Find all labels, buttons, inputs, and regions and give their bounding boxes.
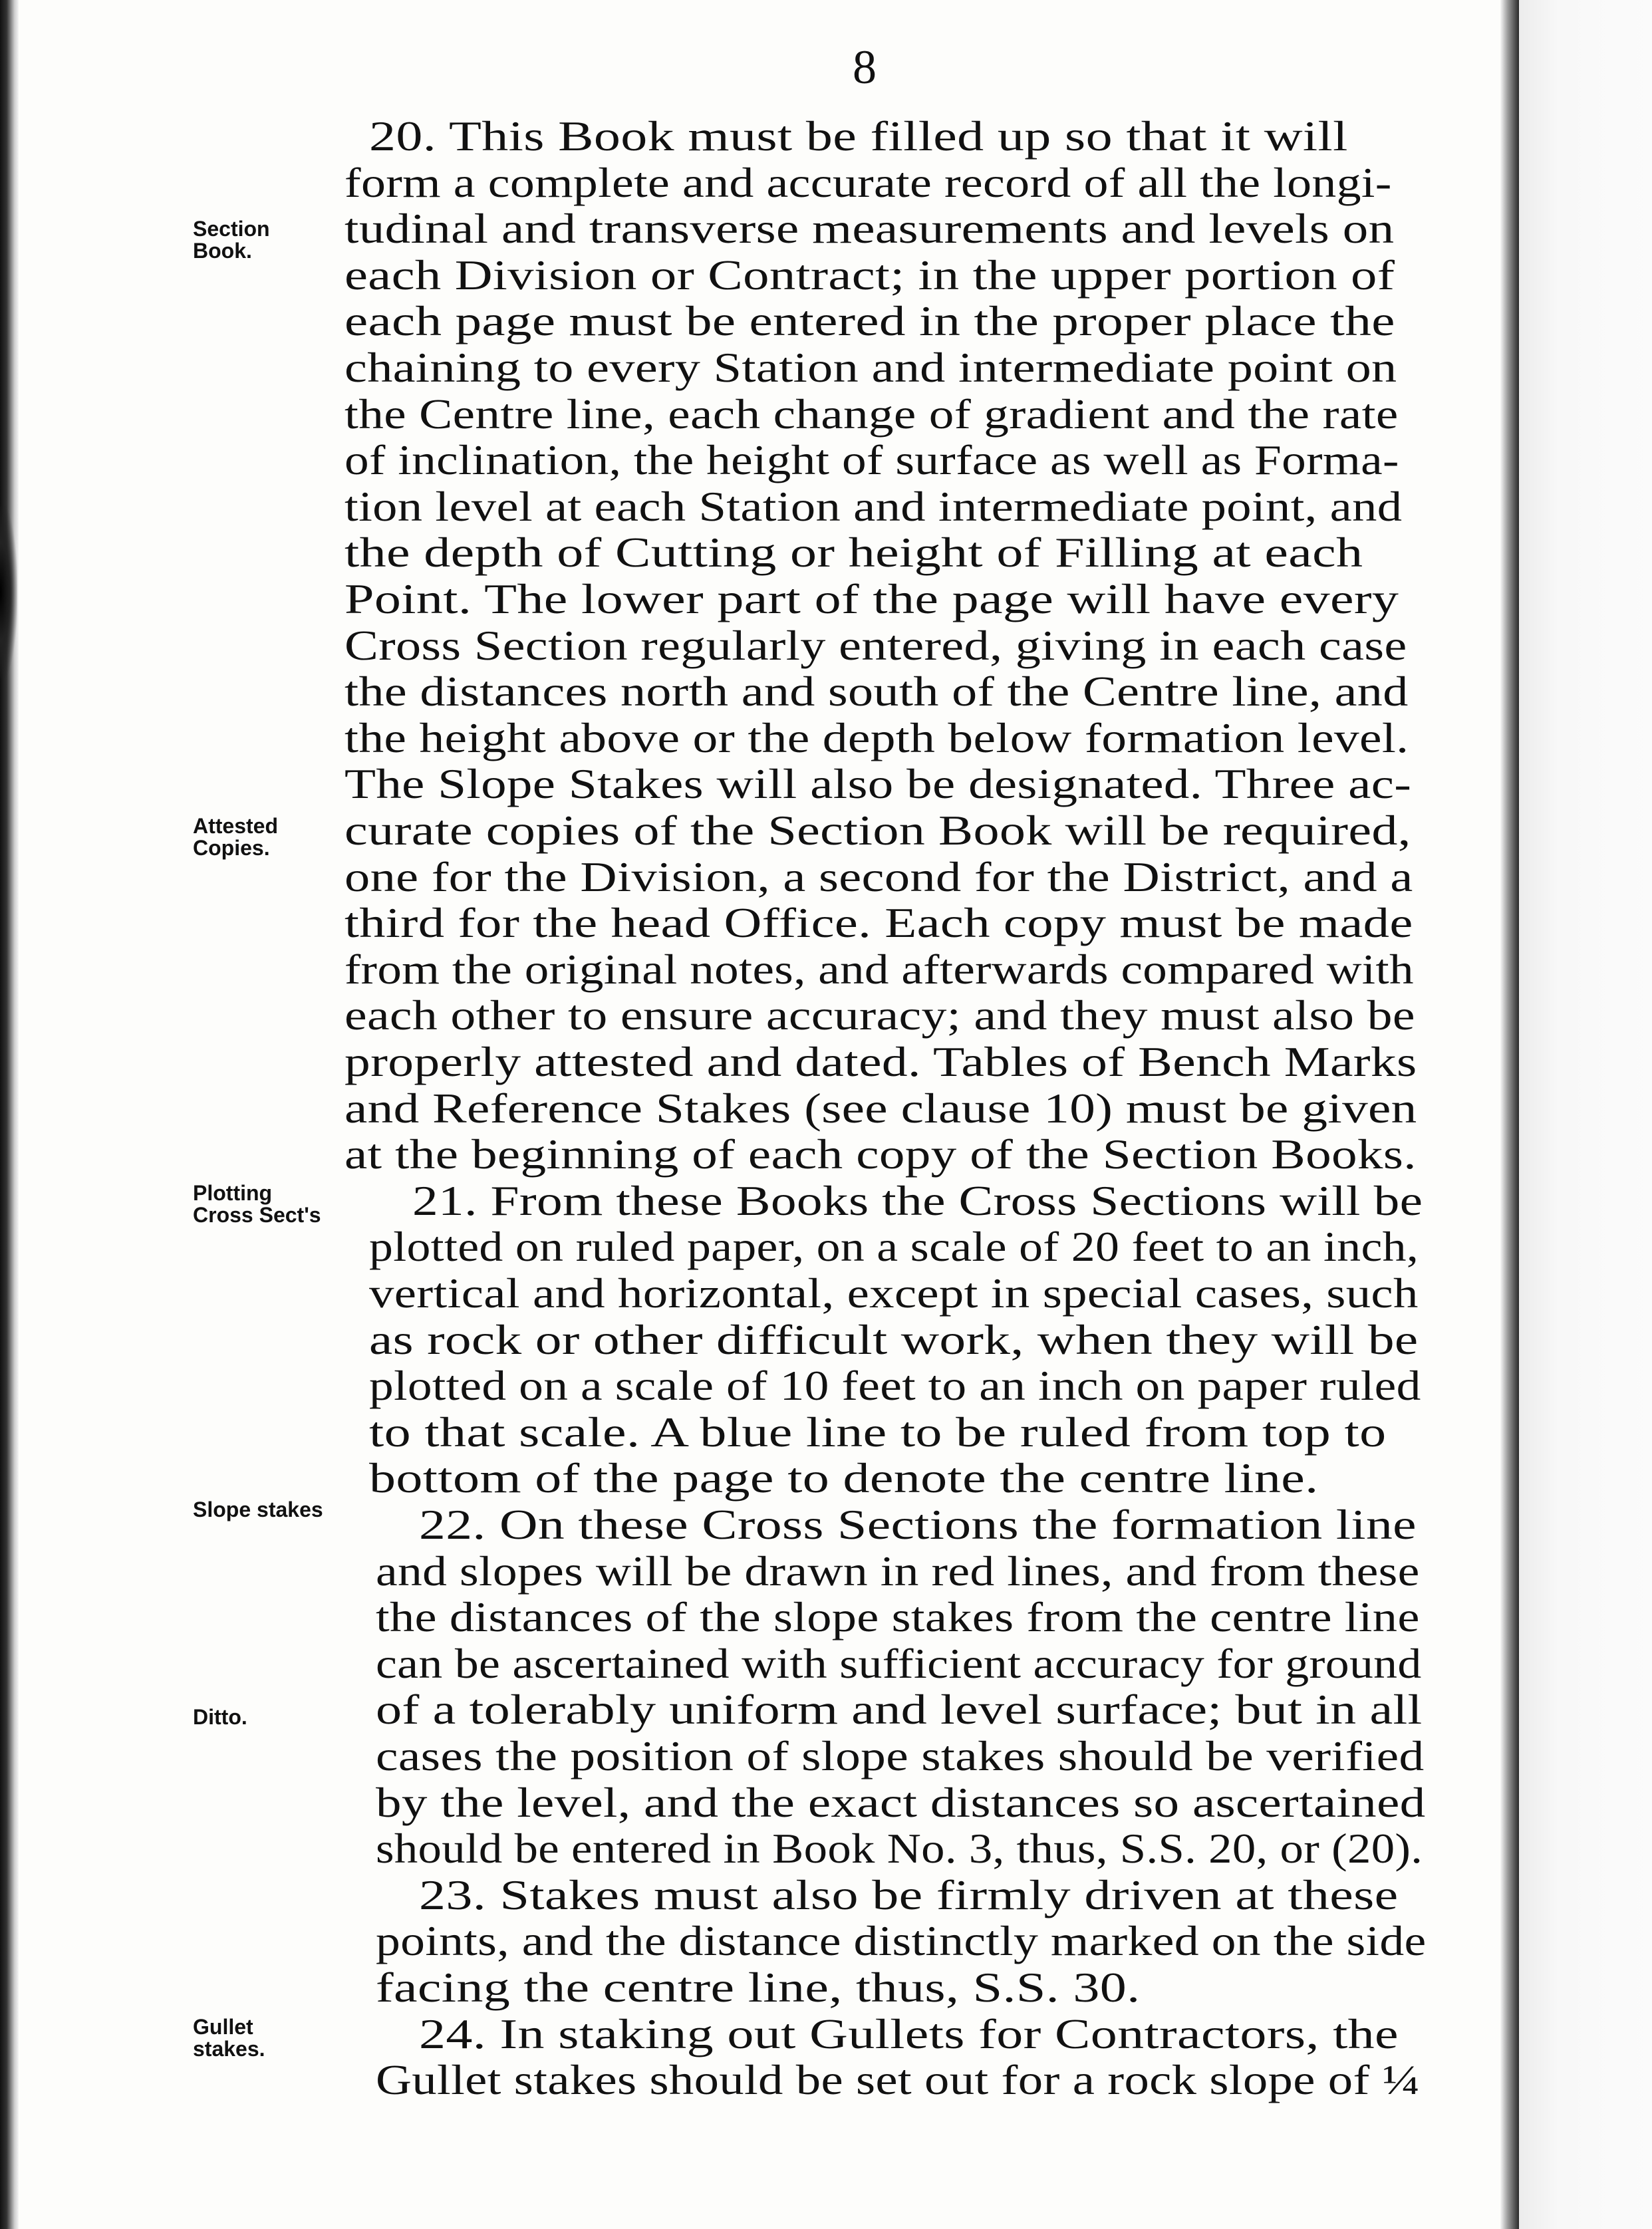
text-line: of a tolerably uniform and level surface; but in all — [376, 1686, 1423, 1734]
text-line: Gullet stakes should be set out for a rock slope of ¼ — [376, 2056, 1421, 2104]
text-line: properly attested and dated. Tables of Bench Marks — [344, 1038, 1417, 1085]
margin-note — [193, 2016, 359, 2060]
text-line: Cross Section regularly entered, giving in each case — [344, 621, 1407, 669]
page-number: 8 — [853, 41, 877, 94]
left-edge-smudge — [0, 505, 17, 678]
text-line: plotted on a scale of 10 feet to an inch on paper ruled — [369, 1362, 1421, 1410]
margin-note-line: Slope stakes — [193, 1498, 323, 1521]
text-line: each page must be entered in the proper place the — [344, 297, 1395, 345]
text-line: the Centre line, each change of gradient and the rate — [344, 390, 1399, 438]
text-line: bottom of the page to denote the centre line. — [369, 1454, 1319, 1502]
text-line: 22. On these Cross Sections the formation line — [419, 1501, 1417, 1548]
margin-note-line: Section — [193, 217, 270, 241]
text-line: 24. In staking out Gullets for Contractors, the — [419, 2010, 1399, 2057]
margin-note — [193, 218, 359, 262]
text-line: 23. Stakes must also be firmly driven at these — [419, 1871, 1399, 1918]
text-line: from the original notes, and afterwards compared with — [344, 945, 1414, 993]
margin-note — [193, 815, 359, 859]
text-line: as rock or other difficult work, when they will be — [369, 1315, 1419, 1363]
text-line: tudinal and transverse measurements and levels on — [344, 205, 1395, 253]
text-line: can be ascertained with sufficient accuracy for ground — [376, 1639, 1422, 1687]
text-line: one for the Division, a second for the District, and a — [344, 852, 1413, 900]
margin-note-line: Cross Sect's — [193, 1203, 321, 1227]
margin-note-line: Gullet — [193, 2015, 253, 2039]
text-line: the distances north and south of the Centre line, and — [344, 668, 1409, 716]
text-line: and slopes will be drawn in red lines, and from these — [376, 1547, 1420, 1595]
margin-note-line: stakes. — [193, 2037, 265, 2061]
text-line: at the beginning of each copy of the Section Books. — [344, 1130, 1417, 1178]
text-line: the distances of the slope stakes from the centre line — [376, 1593, 1420, 1641]
text-line: tion level at each Station and intermediate point, and — [344, 482, 1403, 530]
text-line: third for the head Office. Each copy must be made — [344, 899, 1413, 947]
text-line: the depth of Cutting or height of Filling at each — [344, 529, 1363, 577]
text-line: points, and the distance distinctly marked on the side — [376, 1917, 1427, 1965]
text-line: facing the centre line, thus, S.S. 30. — [376, 1964, 1141, 2011]
text-line: Point. The lower part of the page will have every — [344, 575, 1399, 622]
text-line: 20. This Book must be filled up so that it will — [369, 112, 1348, 160]
text-line: The Slope Stakes will also be designated. Three ac- — [344, 760, 1412, 808]
margin-note-line: Copies. — [193, 836, 270, 860]
text-line: to that scale. A blue line to be ruled from top to — [369, 1408, 1387, 1456]
text-line: by the level, and the exact distances so ascertained — [376, 1778, 1426, 1826]
margin-note — [193, 1499, 359, 1521]
text-line: plotted on ruled paper, on a scale of 20 feet to an inch, — [369, 1223, 1419, 1271]
text-line: and Reference Stakes (see clause 10) must be given — [344, 1084, 1417, 1132]
margin-note — [193, 1706, 359, 1728]
text-line: of inclination, the height of surface as well as Forma- — [344, 436, 1399, 484]
margin-note-line: Book. — [193, 239, 252, 263]
text-line: curate copies of the Section Book will be required, — [344, 807, 1411, 854]
text-line: chaining to every Station and intermediate point on — [344, 344, 1397, 391]
text-line: form a complete and accurate record of all the longi- — [344, 158, 1392, 206]
margin-note — [193, 1182, 359, 1226]
text-line: each other to ensure accuracy; and they must also be — [344, 991, 1415, 1039]
text-line: 21. From these Books the Cross Sections will be — [412, 1176, 1423, 1224]
text-line: should be entered in Book No. 3, thus, S.S. 20, or (20). — [376, 1825, 1423, 1873]
text-line: the height above or the depth below formation level. — [344, 714, 1409, 761]
margin-note-line: Ditto. — [193, 1705, 247, 1729]
text-line: cases the position of slope stakes should be verified — [376, 1732, 1425, 1779]
text-line: each Division or Contract; in the upper portion of — [344, 251, 1395, 299]
book-spine-shadow — [1500, 0, 1519, 2229]
left-binding-shadow — [0, 0, 19, 2229]
margin-note-line: Attested — [193, 814, 279, 838]
facing-page-edge — [1519, 0, 1652, 2229]
text-line: vertical and horizontal, except in special cases, such — [369, 1269, 1419, 1317]
margin-note-line: Plotting — [193, 1181, 273, 1205]
